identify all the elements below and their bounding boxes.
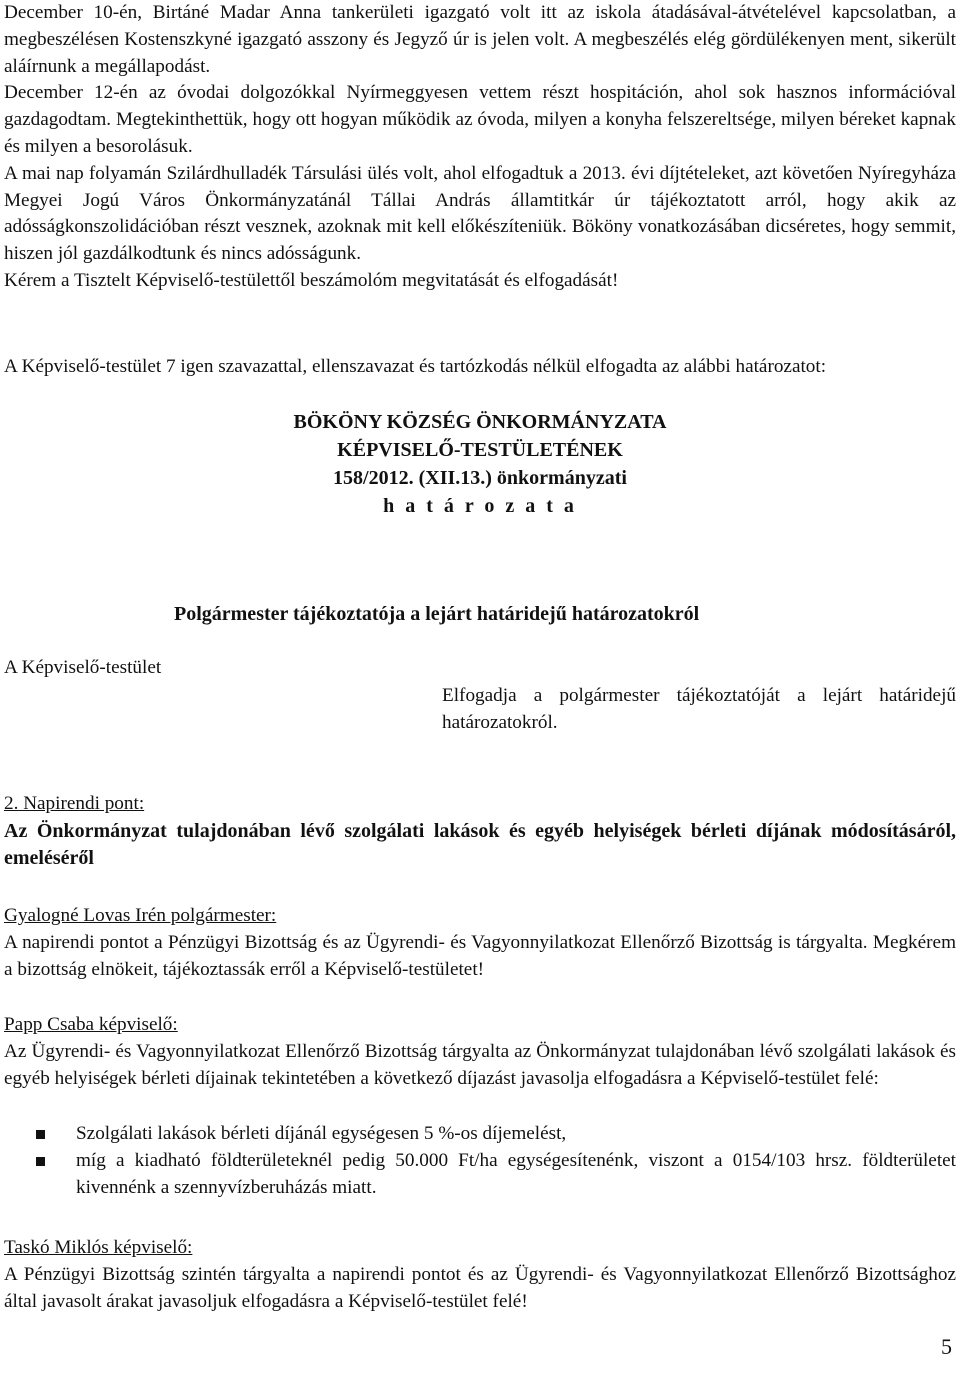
square-bullet-icon [36,1130,45,1139]
resolution-subject: Polgármester tájékoztatója a lejárt határidejű határozatokról [174,603,700,625]
agenda-number: 2. [4,793,19,814]
speaker-name: Papp Csaba képviselő: [4,1014,178,1035]
speaker-block-papp [4,1012,956,1092]
speaker-name: Taskó Miklós képviselő: [4,1237,193,1258]
speaker-text: Az Ügyrendi- és Vagyonnyilatkozat Ellenőrző Bizottság tárgyalta az Önkormányzat tulajdonában lévő szolgálati lakások és egyéb helyiségek bérleti díjainak tekintetében a következő díjazást javasolja elfogadásra a Képviselő-testület felé: [4,1040,956,1089]
speaker-text: A napirendi pontot a Pénzügyi Bizottság és az Ügyrendi- és Vagyonnyilatkozat Ellenőrző Bizottság is tárgyalta. Megkérem a bizottság elnökeit, tájékoztassák erről a Képviselő-testületet! [4,931,956,980]
proposal-list [36,1121,956,1201]
resolution-heading: h a t á r o z a t a [383,495,577,517]
resolution-body-name: KÉPVISELŐ-TESTÜLETÉNEK [337,439,623,461]
vote-statement [4,354,956,381]
page-number: 5 [941,1334,952,1359]
resolution-issuer: BÖKÖNY KÖZSÉG ÖNKORMÁNYZATA [293,411,667,433]
resolution-body-label: A Képviselő-testület [4,657,162,678]
agenda-title: Az Önkormányzat tulajdonában lévő szolgálati lakások és egyéb helyiségek bérleti díjának módosításáról, emeléséről [4,819,956,869]
report-paragraph: A mai nap folyamán Szilárdhulladék Társulási ülés volt, ahol elfogadtuk a 2013. évi díjtételeket, azt követően Nyíregyháza Megyei Jogú Város Önkormányzatánál Tállai András államtitkár úr tájékoztatott arról, hogy akik az adósságkonszolidációban részt vesznek, azoknak mit kell előkészíteniük. Bököny vonatkozásában dicséretes, hogy semmit, hiszen jól gazdálkodtunk és nincs adósságunk. [4,162,956,265]
list-item-text: míg a kiadható földterületeknél pedig 50.000 Ft/ha egységesítenénk, viszont a 0154/103 hrsz. földterületet kivennénk a szennyvízberuházás miatt. [76,1149,956,1198]
agenda-label: Napirendi pont: [18,793,145,814]
report-paragraph: December 12-én az óvodai dolgozókkal Nyírmeggyesen vettem részt hospitáción, ahol sok hasznos információval gazdagodtam. Megtekinthettük, hogy ott hogyan működik az óvoda, milyen a konyha felszereltsége, milyen béreket kapnak és milyen a besorolásuk. [4,82,956,157]
list-item [36,1148,956,1202]
speaker-name: Gyalogné Lovas Irén polgármester: [4,905,277,926]
report-closing-request: Kérem a Tisztelt Képviselő-testülettől beszámolóm megvitatását és elfogadását! [4,269,619,291]
agenda-item-header [4,791,956,871]
resolution-number: 158/2012. (XII.13.) önkormányzati [333,467,627,489]
speaker-block-tasko [4,1235,956,1315]
list-item-text: Szolgálati lakások bérleti díjánál egységesen 5 %-os díjemelést, [76,1123,567,1144]
speaker-block-mayor [4,903,956,983]
list-item [36,1121,956,1148]
resolution-decision-text: Elfogadja a polgármester tájékoztatóját a lejárt határidejű határozatokról. [442,685,956,733]
speaker-text: A Pénzügyi Bizottság szintén tárgyalta a napirendi pontot és az Ügyrendi- és Vagyonnyilatkozat Ellenőrző Bizottsághoz által javasolt árakat javasoljuk elfogadásra a Képviselő-testület felé! [4,1263,956,1312]
vote-text: A Képviselő-testület 7 igen szavazattal, ellenszavazat és tartózkodás nélkül elfogadta az alábbi határozatot: [4,356,827,377]
report-paragraph: December 10-én, Birtáné Madar Anna tankerületi igazgató volt itt az iskola átadásával-átvételével kapcsolatban, a megbeszélésen Kostenszkyné igazgató asszony és Jegyző úr is jelen volt. A megbeszélés elég gördülékenyen ment, sikerült aláírnunk a megállapodást. [4,2,956,77]
report-section [4,0,956,295]
square-bullet-icon [36,1157,45,1166]
